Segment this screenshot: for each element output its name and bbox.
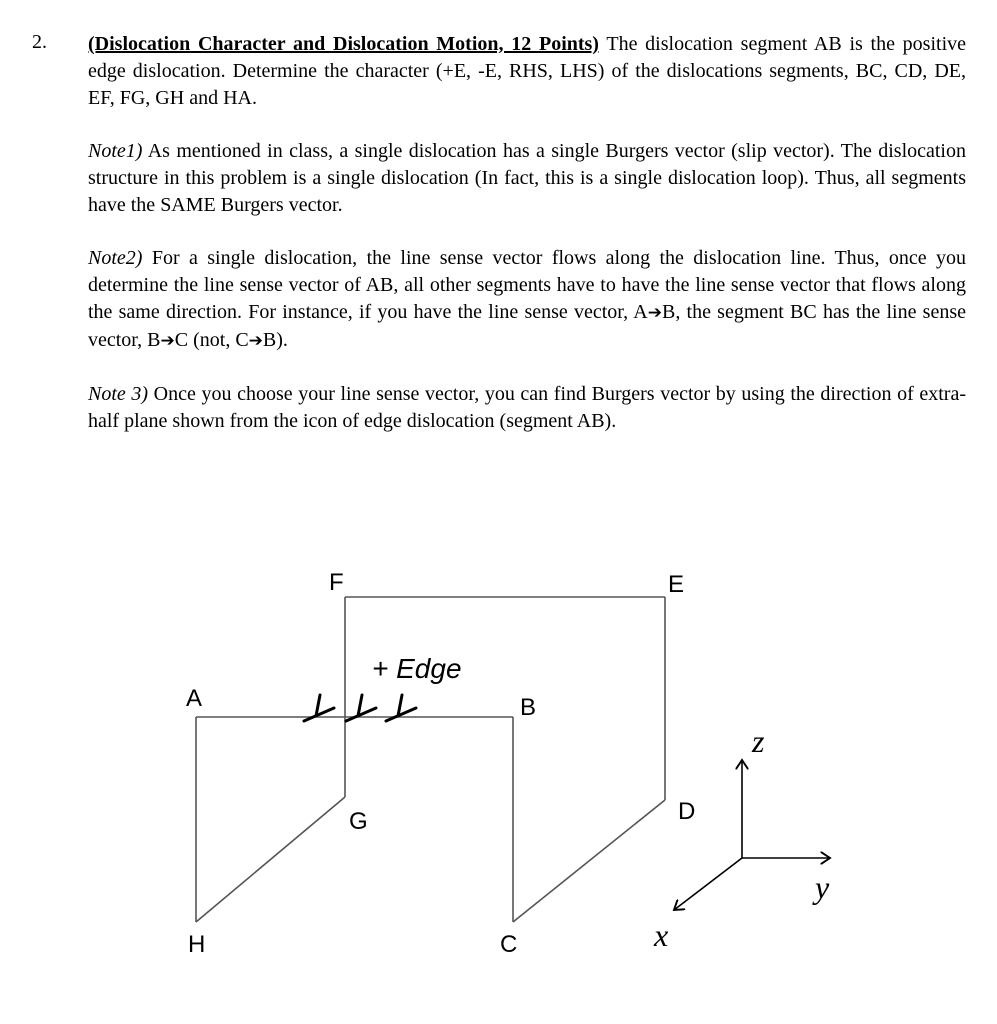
point-label-g: G [349,808,368,835]
note-2-label: Note2) [88,247,143,269]
point-label-h: H [188,931,206,958]
problem-statement-text: The dislocation segment AB is the positive edge dislocation. Determine the character (+E, -E, RHS, LHS) of the dislocations segments, BC, CD, DE, EF, FG, GH and HA. [88,33,967,109]
note-1-text: As mentioned in class, a single dislocation has a single Burgers vector (slip vector). The dislocation structure in this problem is a single dislocation (In fact, this is a single dislocation loop). Thus, all segments have the SAME Burgers vector. [88,140,966,216]
right-arrow-icon: ➔ [248,331,263,351]
point-label-b: B [520,694,537,721]
z-axis-label: z [752,723,765,759]
note-2-text-4: B). [262,329,288,351]
point-label-f: F [329,569,344,596]
point-label-d: D [678,798,696,825]
note-3-text: Once you choose your line sense vector, you can find Burgers vector by using the direction of extra-half plane shown from the icon of edge dislocation (segment AB). [88,383,966,432]
dislocation-loop [196,597,665,922]
segment-cd [513,800,665,922]
note-1-label: Note1) [88,140,143,162]
problem-number: 2. [32,31,47,53]
note-2-text-1: For a single dislocation, the line sense vector flows along the dislocation line. Thus, once you determine the line sense vector of AB, all other segments have to have the line sense vector that flows along the same direction. For instance, if you have the line sense vector, A [88,247,966,323]
note-2-text-3: C (not, C [174,329,249,351]
x-axis-label: x [654,917,669,953]
segment-gh [196,797,345,922]
x-axis [674,858,742,910]
point-label-a: A [186,685,203,712]
right-arrow-icon: ➔ [647,303,662,323]
y-axis-label: y [815,869,830,905]
point-label-e: E [668,571,685,598]
problem-heading: (Dislocation Character and Dislocation Motion, 12 Points) [88,33,599,55]
right-arrow-icon: ➔ [160,331,175,351]
edge-label: + Edge [372,653,462,684]
coordinate-axes [674,760,830,910]
point-label-c: C [500,931,518,958]
note-2-text-2: B, the segment BC has the line sense vector, B [88,301,966,351]
note-3-label: Note 3) [88,383,149,405]
